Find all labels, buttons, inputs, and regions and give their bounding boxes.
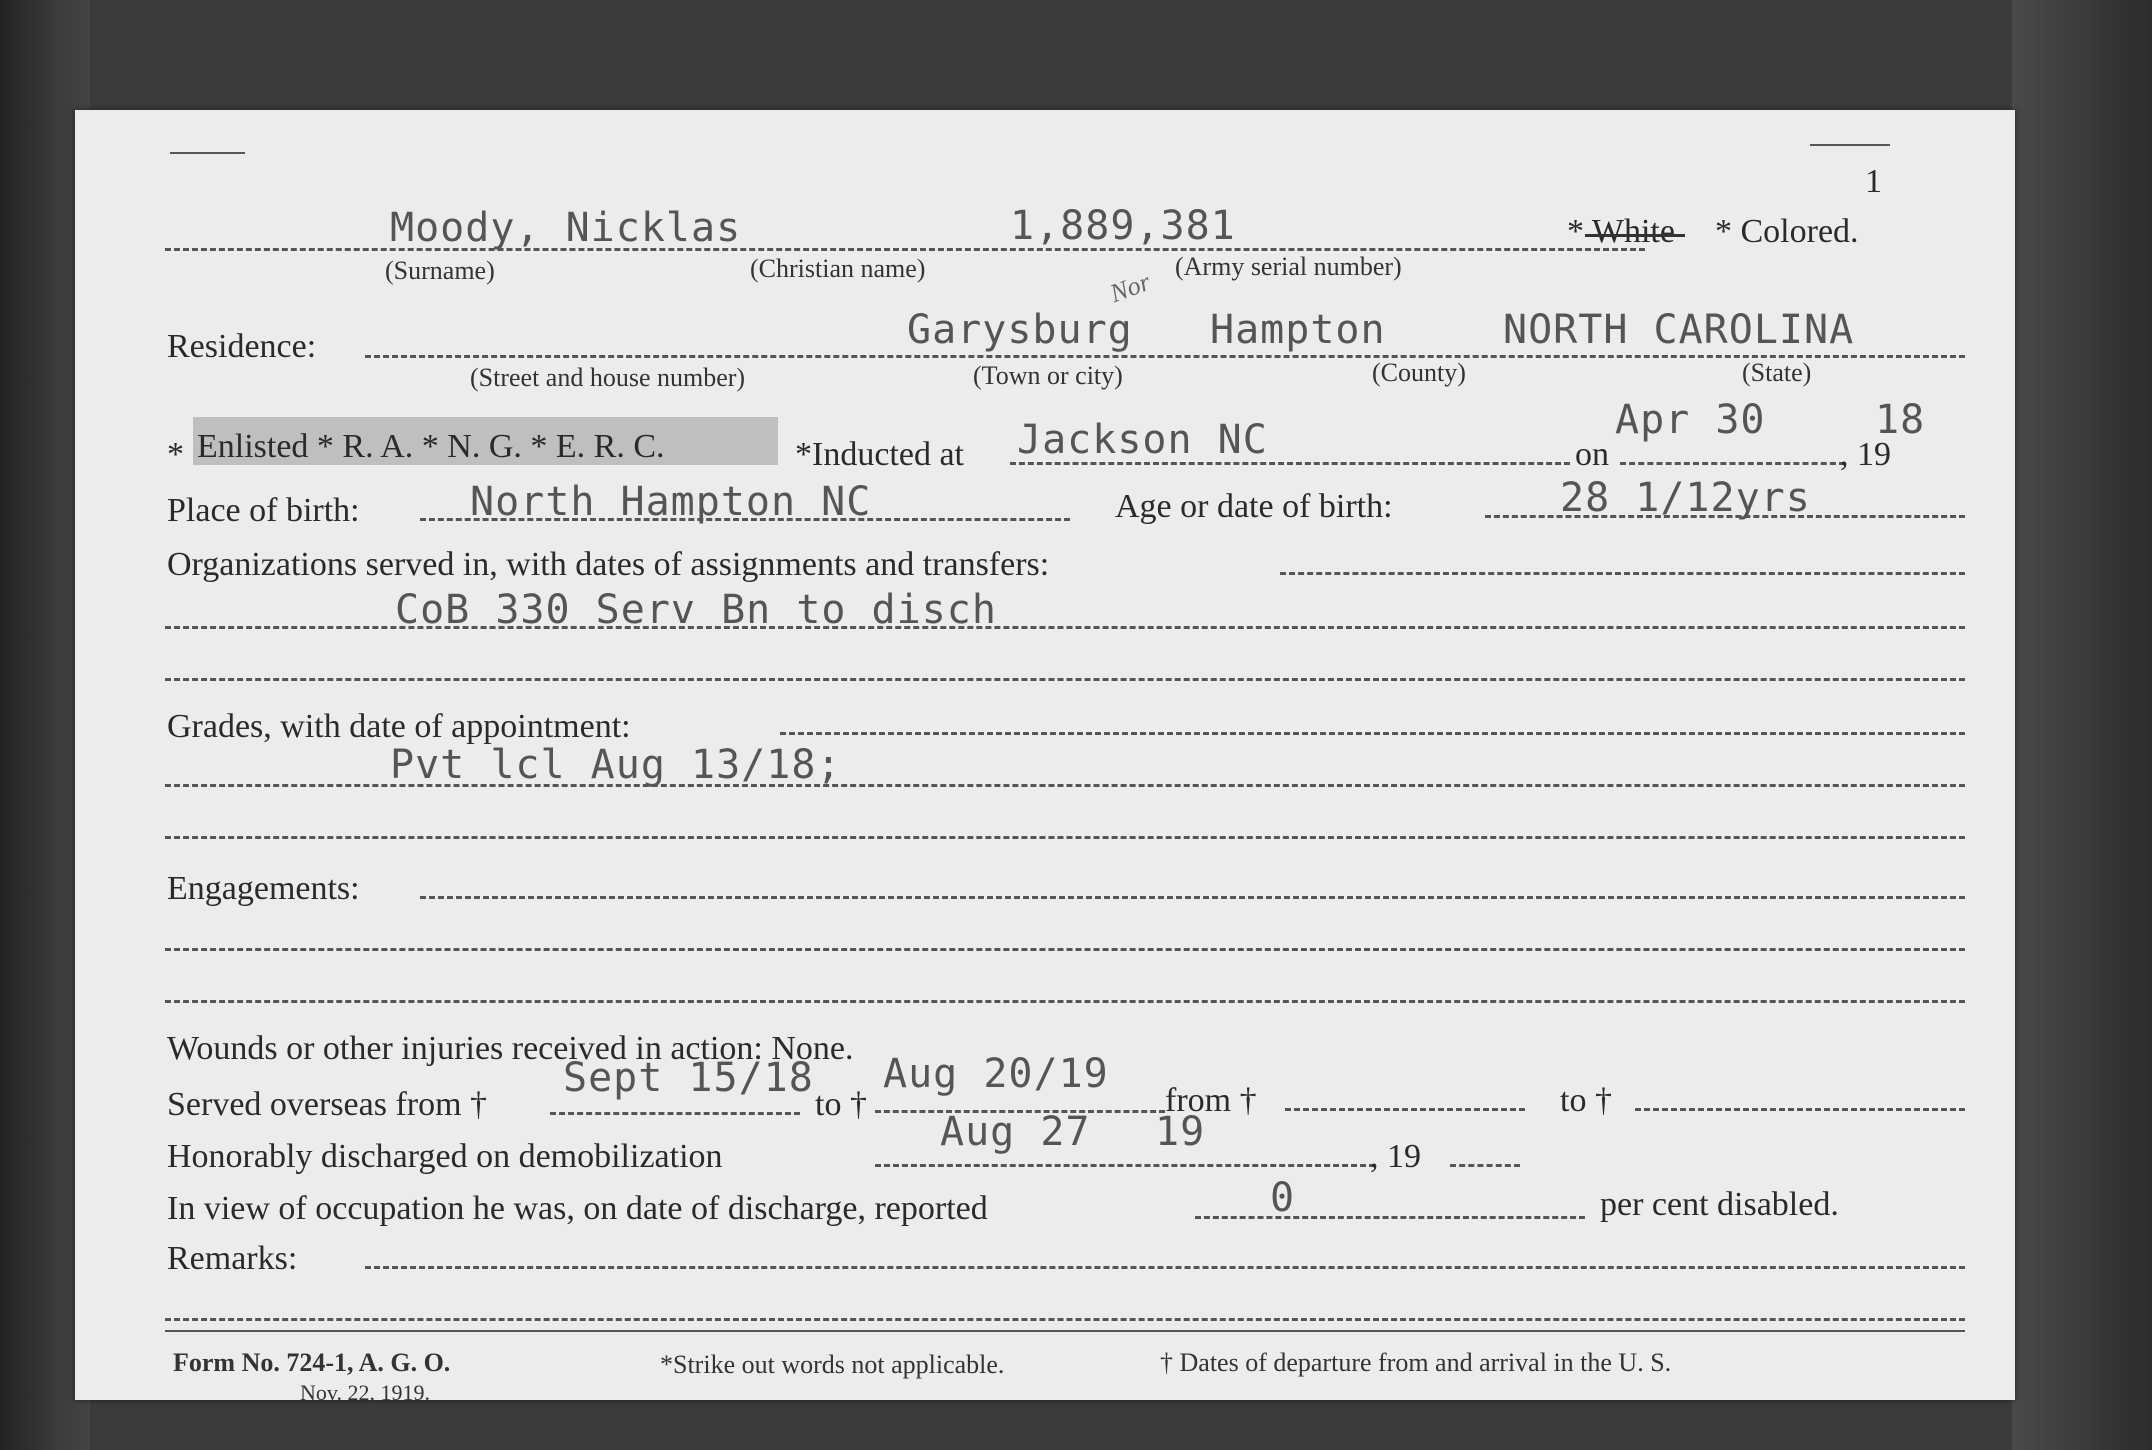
residence-correction: Nor: [1106, 266, 1155, 309]
street-caption: (Street and house number): [470, 363, 746, 392]
organizations-label: Organizations served in, with dates of assignments and transfers:: [167, 546, 1050, 583]
overseas-to-label: to †: [815, 1086, 867, 1123]
footnote-strike: *Strike out words not applicable.: [660, 1350, 1005, 1379]
engagements-line-3: [165, 1000, 1965, 1003]
bottom-rule: [165, 1330, 1965, 1332]
residence-county-value: Hampton: [1210, 307, 1386, 353]
age-value: 28 1/12yrs: [1560, 475, 1811, 521]
year-prefix: , 19: [1840, 436, 1891, 473]
inducted-label: *Inducted at: [795, 436, 964, 473]
overseas-to-value: Aug 20/19: [883, 1051, 1109, 1097]
discharge-year-value: 19: [1155, 1109, 1206, 1155]
form-number: Form No. 724-1, A. G. O.: [173, 1348, 451, 1377]
residence-state-value: NORTH CAROLINA: [1503, 307, 1855, 353]
remarks-label: Remarks:: [167, 1240, 298, 1277]
town-caption: (Town or city): [973, 361, 1123, 390]
footnote-dates: † Dates of departure from and arrival in the U. S.: [1160, 1348, 1672, 1377]
discharge-line: [875, 1164, 1375, 1167]
inducted-date-value: Apr 30: [1615, 397, 1766, 443]
residence-line: [365, 355, 1965, 358]
serial-number-value: 1,889,381: [1010, 203, 1236, 249]
engagements-line-1: [420, 896, 1965, 899]
birthplace-label: Place of birth:: [167, 492, 360, 529]
inducted-place-value: Jackson NC: [1017, 417, 1268, 463]
surname-name-value: Moody, Nicklas: [390, 205, 742, 251]
discharge-year-line: [1450, 1164, 1520, 1167]
disabled-line: [1195, 1216, 1585, 1219]
service-record-card: [75, 110, 2015, 1405]
overseas-from-value: Sept 15/18: [563, 1055, 814, 1101]
grades-line-2: [165, 784, 1965, 787]
remarks-line-2: [165, 1318, 1965, 1321]
overseas-from-label-2: from †: [1165, 1082, 1257, 1119]
grades-line-1: [780, 732, 1965, 735]
wounds-label: Wounds or other injuries received in action: None.: [167, 1030, 854, 1067]
age-line: [1485, 515, 1965, 518]
overseas-from-line: [550, 1112, 800, 1115]
discharge-suffix: , 19: [1370, 1138, 1421, 1175]
county-caption: (County): [1372, 358, 1466, 387]
enlisted-options: Enlisted * R. A. * N. G. * E. R. C.: [197, 428, 665, 465]
grades-line-3: [165, 836, 1965, 839]
top-left-mark: [170, 152, 245, 154]
birthplace-value: North Hampton NC: [470, 479, 872, 525]
surname-caption: (Surname): [385, 256, 495, 285]
race-colored-label: * Colored.: [1715, 213, 1859, 250]
age-label: Age or date of birth:: [1115, 488, 1393, 525]
organizations-value: CoB 330 Serv Bn to disch: [395, 587, 997, 633]
form-date: Nov. 22, 1919.: [300, 1380, 430, 1405]
organizations-line-3: [165, 678, 1965, 681]
overseas-from-line-2: [1285, 1108, 1525, 1111]
engagements-line-2: [165, 948, 1965, 951]
organizations-line-2: [165, 626, 1965, 629]
christian-name-caption: (Christian name): [750, 254, 926, 283]
grades-label: Grades, with date of appointment:: [167, 708, 631, 745]
overseas-label: Served overseas from †: [167, 1086, 488, 1123]
inducted-year-value: 18: [1875, 397, 1926, 443]
top-right-mark: [1810, 144, 1890, 146]
engagements-label: Engagements:: [167, 870, 360, 907]
disabled-label: In view of occupation he was, on date of discharge, reported: [167, 1190, 988, 1227]
name-line: [165, 248, 1645, 251]
scanner-background-right: [2012, 0, 2152, 1450]
on-label: on: [1575, 436, 1609, 473]
serial-caption: (Army serial number): [1175, 252, 1402, 281]
discharge-label: Honorably discharged on demobilization: [167, 1138, 723, 1175]
disabled-value: 0: [1270, 1175, 1296, 1221]
discharge-date-value: Aug 27: [940, 1109, 1091, 1155]
residence-label: Residence:: [167, 328, 317, 365]
enlisted-asterisk: *: [167, 436, 184, 473]
inducted-line: [1010, 462, 1570, 465]
residence-town-value: Garysburg: [907, 307, 1133, 353]
race-white-strike: [1585, 234, 1685, 237]
remarks-line-1: [365, 1266, 1965, 1269]
organizations-line-1: [1280, 572, 1965, 575]
grades-value: Pvt lcl Aug 13/18;: [390, 742, 842, 788]
card-number: 1: [1865, 163, 1882, 200]
race-white-label: * White: [1567, 213, 1675, 250]
overseas-to-label-2: to †: [1560, 1082, 1612, 1119]
overseas-to-line-2: [1635, 1108, 1965, 1111]
inducted-date-line: [1620, 462, 1845, 465]
disabled-suffix: per cent disabled.: [1600, 1186, 1839, 1223]
birthplace-line: [420, 518, 1070, 521]
state-caption: (State): [1742, 358, 1812, 387]
